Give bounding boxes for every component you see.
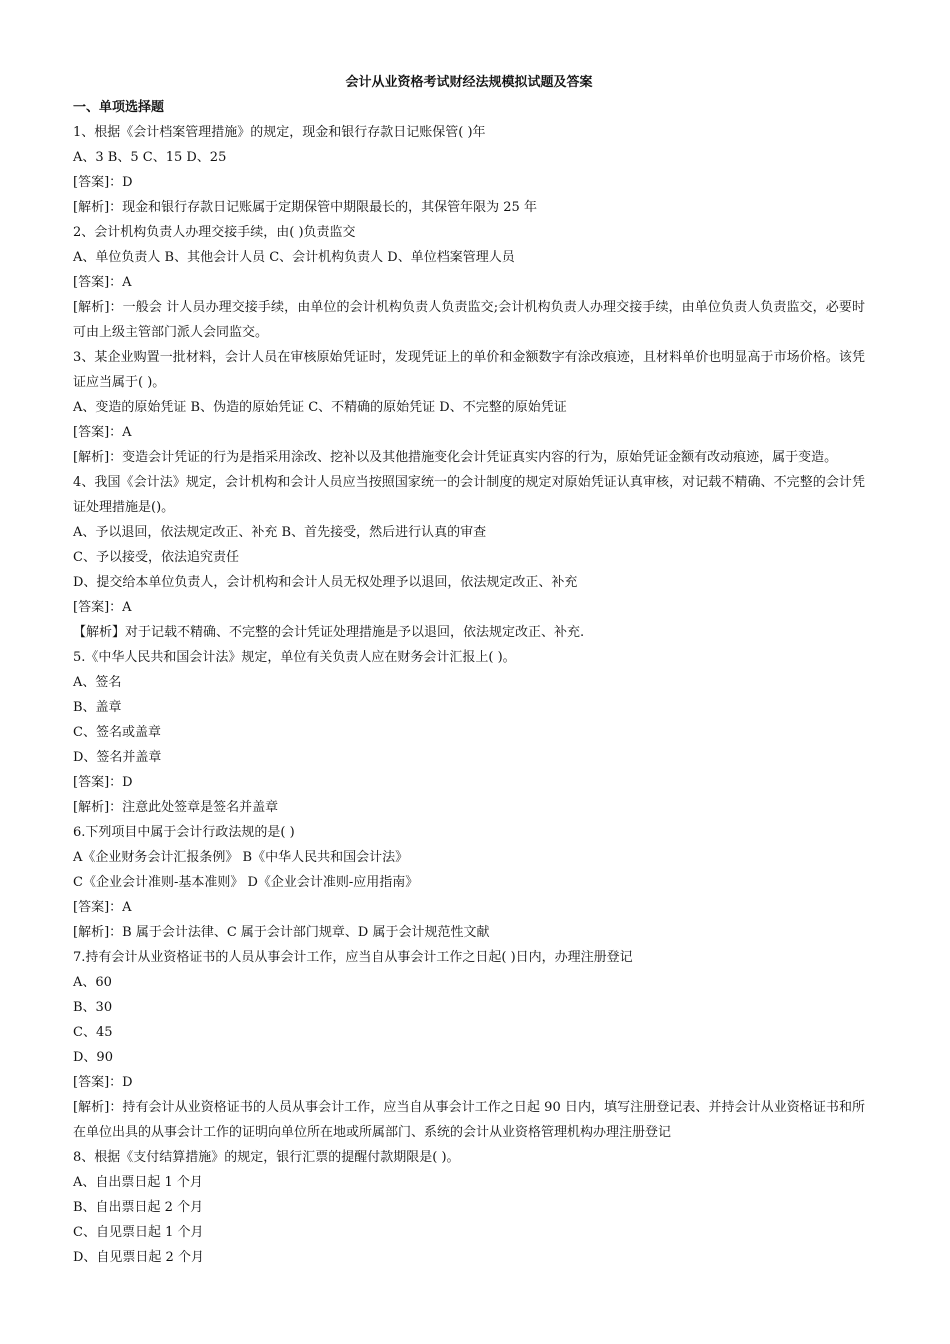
document-page xyxy=(73,70,865,1270)
question-4-analysis: 【解析】对于记载不精确、不完整的会计凭证处理措施是予以退回，依法规定改正、补充. xyxy=(73,625,585,640)
document-title: 会计从业资格考试财经法规模拟试题及答案 xyxy=(345,75,593,90)
question-4-answer: [答案]：A xyxy=(73,600,132,615)
question-7-option-b: B、30 xyxy=(73,1000,113,1015)
question-7-analysis: [解析]：持有会计从业资格证书的人员从事会计工作，应当自从事会计工作之日起 90 日内，填写注册登记表、并持会计从业资格证书和所在单位出具的从事会计工作的证明向单位所在地或所属部门、系统的会计从业资格管理机构办理注册登记 xyxy=(73,1100,865,1140)
question-7-option-d: D、90 xyxy=(73,1050,113,1065)
question-2-answer: [答案]：A xyxy=(73,275,132,290)
question-6-analysis: [解析]：B 属于会计法律、C 属于会计部门规章、D 属于会计规范性文献 xyxy=(73,925,490,940)
question-7: 7.持有会计从业资格证书的人员从事会计工作，应当自从事会计工作之日起( )日内，办理注册登记 xyxy=(73,950,633,965)
question-6-options-ab: A《企业财务会计汇报条例》 B《中华人民共和国会计法》 xyxy=(73,850,409,865)
question-5-option-d: D、签名并盖章 xyxy=(73,750,162,765)
question-6: 6.下列项目中属于会计行政法规的是( ) xyxy=(73,825,295,840)
question-7-answer: [答案]：D xyxy=(73,1075,133,1090)
question-4-option-ab: A、予以退回，依法规定改正、补充 B、首先接受，然后进行认真的审查 xyxy=(73,525,487,540)
question-5-analysis: [解析]：注意此处签章是签名并盖章 xyxy=(73,800,279,815)
question-8-option-a: A、自出票日起 1 个月 xyxy=(73,1175,203,1190)
question-3: 3、某企业购置一批材料，会计人员在审核原始凭证时，发现凭证上的单价和金额数字有涂改痕迹，且材料单价也明显高于市场价格。该凭证应当属于( )。 xyxy=(73,350,865,390)
question-2: 2、会计机构负责人办理交接手续，由( )负责监交 xyxy=(73,225,356,240)
question-1: 1、根据《会计档案管理措施》的规定，现金和银行存款日记账保管( )年 xyxy=(73,125,486,140)
question-5-option-a: A、签名 xyxy=(73,675,122,690)
question-1-analysis: [解析]：现金和银行存款日记账属于定期保管中期限最长的，其保管年限为 25 年 xyxy=(73,200,537,215)
question-4-option-c: C、予以接受，依法追究责任 xyxy=(73,550,239,565)
question-3-analysis: [解析]：变造会计凭证的行为是指采用涂改、挖补以及其他措施变化会计凭证真实内容的行为，原始凭证金额有改动痕迹，属于变造。 xyxy=(73,450,838,465)
question-5-answer: [答案]：D xyxy=(73,775,133,790)
question-5: 5.《中华人民共和国会计法》规定，单位有关负责人应在财务会计汇报上( )。 xyxy=(73,650,516,665)
question-7-option-c: C、45 xyxy=(73,1025,113,1040)
question-7-option-a: A、60 xyxy=(73,975,112,990)
question-5-option-c: C、签名或盖章 xyxy=(73,725,161,740)
question-1-options: A、3 B、5 C、15 D、25 xyxy=(73,150,227,165)
question-2-analysis: [解析]：一般会 计人员办理交接手续，由单位的会计机构负责人负责监交;会计机构负责人办理交接手续，由单位负责人负责监交，必要时可由上级主管部门派人会同监交。 xyxy=(73,300,865,340)
question-6-answer: [答案]：A xyxy=(73,900,132,915)
question-6-options-cd: C《企业会计准则-基本准则》 D《企业会计准则-应用指南》 xyxy=(73,875,419,890)
section-heading: 一、单项选择题 xyxy=(73,100,165,115)
question-3-answer: [答案]：A xyxy=(73,425,132,440)
question-5-option-b: B、盖章 xyxy=(73,700,122,715)
question-8-option-b: B、自出票日起 2 个月 xyxy=(73,1200,204,1215)
question-8-option-c: C、自见票日起 1 个月 xyxy=(73,1225,204,1240)
question-8: 8、根据《支付结算措施》的规定，银行汇票的提醒付款期限是( )。 xyxy=(73,1150,460,1165)
question-8-option-d: D、自见票日起 2 个月 xyxy=(73,1250,204,1265)
question-4: 4、我国《会计法》规定，会计机构和会计人员应当按照国家统一的会计制度的规定对原始凭证认真审核，对记载不精确、不完整的会计凭证处理措施是()。 xyxy=(73,475,865,515)
question-2-options: A、单位负责人 B、其他会计人员 C、会计机构负责人 D、单位档案管理人员 xyxy=(73,250,515,265)
question-3-options: A、变造的原始凭证 B、伪造的原始凭证 C、不精确的原始凭证 D、不完整的原始凭证 xyxy=(73,400,567,415)
question-1-answer: [答案]：D xyxy=(73,175,133,190)
question-4-option-d: D、提交给本单位负责人，会计机构和会计人员无权处理予以退回，依法规定改正、补充 xyxy=(73,575,578,590)
